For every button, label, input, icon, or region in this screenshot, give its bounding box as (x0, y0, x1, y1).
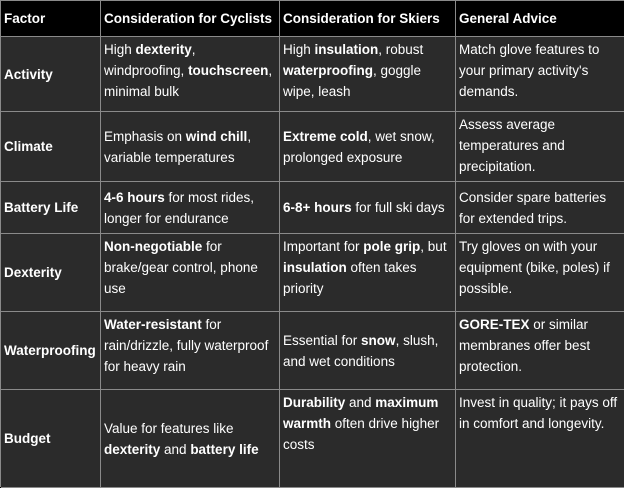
row-2-advice (456, 182, 624, 234)
row-4-skiers (280, 312, 456, 390)
cell-text: Durability (283, 395, 346, 410)
cell-text: , but (420, 239, 447, 254)
cell-text: for rain/drizzle, fully waterproof for heavy rain (104, 317, 269, 374)
header-skiers: Consideration for Skiers (280, 1, 456, 37)
cell-text: dexterity (104, 441, 161, 457)
row-4-advice (456, 312, 624, 390)
row-factor-3: Dexterity (1, 234, 101, 312)
cell-text: Value for features like (104, 420, 234, 436)
cell-text: Important for (283, 239, 364, 254)
header-advice: General Advice (456, 1, 624, 37)
cell-text: Match glove features to your primary activity's demands. (459, 42, 600, 99)
row-1-advice (456, 112, 624, 182)
cell-text: Consider spare batteries for extended trips. (459, 189, 607, 226)
header-cyclists: Consideration for Cyclists (101, 1, 280, 37)
row-5-cyclists (101, 390, 280, 488)
row-factor-0: Activity (1, 37, 101, 112)
header-factor: Factor (1, 1, 101, 37)
cell-text: for most rides, longer for endurance (104, 189, 255, 226)
row-3-skiers (280, 234, 456, 312)
row-2-cyclists (101, 182, 280, 234)
cell-text: 4-6 hours (104, 189, 165, 205)
cell-text: GORE-TEX (459, 317, 530, 332)
row-1-cyclists (101, 112, 280, 182)
cell-text: , variable temperatures (104, 128, 252, 165)
cell-text: High (104, 42, 136, 57)
cell-text: Assess average temperatures and precipitation. (459, 117, 565, 174)
cell-text: , wet snow, prolonged exposure (283, 128, 435, 165)
cell-text: High (283, 42, 315, 57)
row-factor-2: Battery Life (1, 182, 101, 234)
cell-text: for full ski days (351, 200, 445, 215)
cell-text: often drive higher costs (283, 416, 440, 452)
row-3-advice (456, 234, 624, 312)
cell-text: or similar membranes offer best protection. (459, 317, 591, 374)
row-2-skiers (280, 182, 456, 234)
cell-text: and (345, 395, 376, 410)
cell-text: insulation (283, 260, 347, 275)
cell-text: touchscreen (188, 63, 269, 78)
cell-text: , slush, and wet conditions (283, 332, 439, 369)
cell-text: , goggle wipe, leash (283, 63, 422, 99)
cell-text: snow (361, 332, 396, 348)
cell-text: Non-negotiable (104, 239, 203, 254)
row-0-advice (456, 37, 624, 112)
cell-text: Essential for (283, 332, 362, 348)
row-5-advice (456, 390, 624, 488)
row-0-cyclists (101, 37, 280, 112)
cell-text: Emphasis on (104, 128, 186, 144)
cell-text: Try gloves on with your equipment (bike, poles) if possible. (459, 239, 610, 296)
row-factor-4: Waterproofing (1, 312, 101, 390)
cell-text: pole grip (363, 239, 421, 254)
cell-text: 6-8+ hours (283, 200, 352, 215)
cell-text: for brake/gear control, phone use (104, 239, 258, 296)
cell-text: and (160, 441, 191, 457)
row-0-skiers (280, 37, 456, 112)
row-factor-1: Climate (1, 112, 101, 182)
cell-text: , robust (378, 42, 424, 57)
cell-text: maximum warmth (283, 395, 439, 431)
row-1-skiers (280, 112, 456, 182)
cell-text: insulation (314, 42, 379, 57)
cell-text: often takes priority (283, 260, 417, 296)
row-factor-5: Budget (1, 390, 101, 488)
row-4-cyclists (101, 312, 280, 390)
cell-text: dexterity (135, 42, 192, 57)
cell-text: Extreme cold (283, 128, 368, 144)
cell-text: , windproofing, (104, 42, 196, 78)
cell-text: battery life (190, 441, 259, 457)
cell-text: wind chill (185, 128, 248, 144)
row-5-skiers (280, 390, 456, 488)
cell-text: waterproofing (283, 63, 373, 78)
cell-text: , minimal bulk (104, 63, 273, 99)
cell-text: Water-resistant (104, 317, 202, 332)
cell-text: Invest in quality; it pays off in comfort and longevity. (459, 395, 618, 431)
row-3-cyclists (101, 234, 280, 312)
